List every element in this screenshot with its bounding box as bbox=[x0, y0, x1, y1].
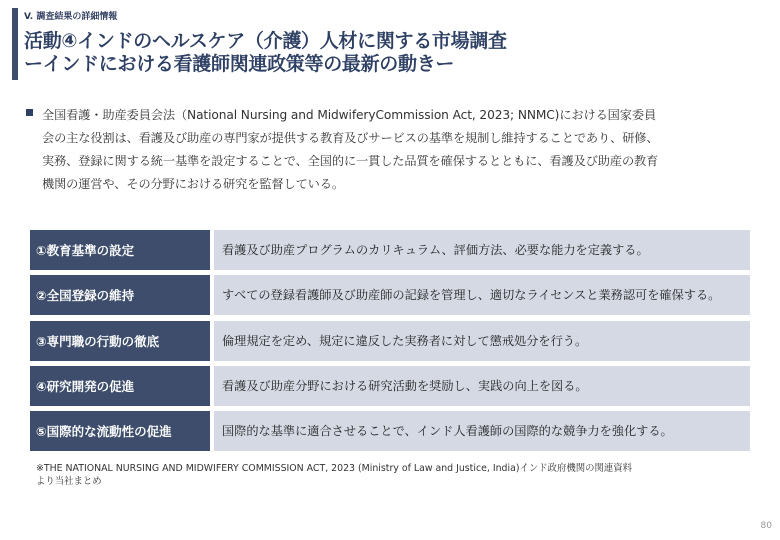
role-heading: ③専門職の行動の徹底 bbox=[30, 321, 210, 361]
footnote-line: より当社まとめ bbox=[36, 476, 102, 487]
source-footnote bbox=[36, 462, 756, 488]
title-line-2: ーインドにおける看護師関連政策等の最新の動きー bbox=[24, 53, 455, 75]
bullet-paragraph bbox=[26, 104, 761, 196]
bullet-line: 実務、登録に関する統一基準を設定することで、全国的に一貫した品質を確保するとともに、看護及び助産の教育 bbox=[42, 154, 659, 168]
title-line-1: 活動④インドのヘルスケア（介護）人材に関する市場調査 bbox=[24, 30, 507, 52]
section-label: V. 調査結果の詳細情報 bbox=[24, 12, 118, 22]
role-description: 国際的な基準に適合させることで、インド人看護師の国際的な競争力を強化する。 bbox=[214, 411, 750, 451]
bullet-line: 機関の運営や、その分野における研究を監督している。 bbox=[42, 177, 344, 191]
page-number: 80 bbox=[760, 521, 772, 531]
bullet-line: 全国看護・助産委員会法（National Nursing and MidwiferyCommission Act, 2023; NNMC)における国家委員 bbox=[42, 108, 657, 122]
role-description: 看護及び助産プログラムのカリキュラム、評価方法、必要な能力を定義する。 bbox=[214, 230, 750, 270]
title-accent-bar bbox=[12, 8, 18, 80]
bullet-line: 会の主な役割は、看護及び助産の専門家が提供する教育及びサービスの基準を規制し維持することであり、研修、 bbox=[42, 131, 659, 145]
table-row bbox=[30, 366, 750, 406]
table-row bbox=[30, 321, 750, 361]
page-title bbox=[24, 30, 507, 76]
footnote-line: ※THE NATIONAL NURSING AND MIDWIFERY COMMISSION ACT, 2023 (Ministry of Law and Justice, India)インド政府機関の関連資料 bbox=[36, 463, 632, 474]
role-heading: ⑤国際的な流動性の促進 bbox=[30, 411, 210, 451]
role-heading: ②全国登録の維持 bbox=[30, 275, 210, 315]
role-heading: ④研究開発の促進 bbox=[30, 366, 210, 406]
role-description: すべての登録看護師及び助産師の記録を管理し、適切なライセンスと業務認可を確保する。 bbox=[214, 275, 750, 315]
square-bullet-icon bbox=[26, 109, 33, 116]
role-description: 倫理規定を定め、規定に違反した実務者に対して懲戒処分を行う。 bbox=[214, 321, 750, 361]
table-row bbox=[30, 230, 750, 270]
table-row bbox=[30, 275, 750, 315]
table-row bbox=[30, 411, 750, 451]
role-heading: ①教育基準の設定 bbox=[30, 230, 210, 270]
bullet-text bbox=[42, 104, 761, 196]
role-description: 看護及び助産分野における研究活動を奨励し、実践の向上を図る。 bbox=[214, 366, 750, 406]
